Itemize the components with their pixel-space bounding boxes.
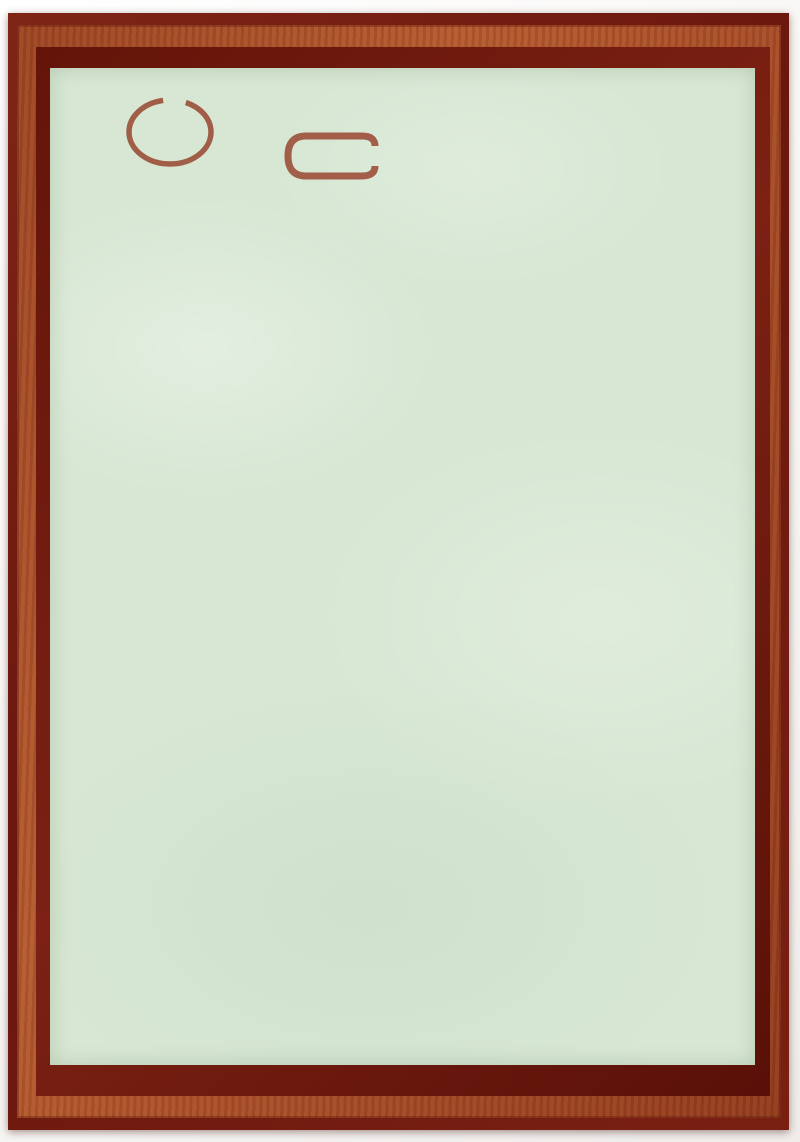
official-seal-right-edge [653, 318, 755, 497]
cal-accreditation-stamp [124, 94, 216, 175]
cma-certification-stamp [283, 131, 383, 186]
cal-oval-icon [124, 94, 216, 170]
official-seal-bottom [305, 792, 474, 961]
certificate-paper [50, 68, 755, 1065]
cma-bracket-icon [283, 131, 383, 181]
